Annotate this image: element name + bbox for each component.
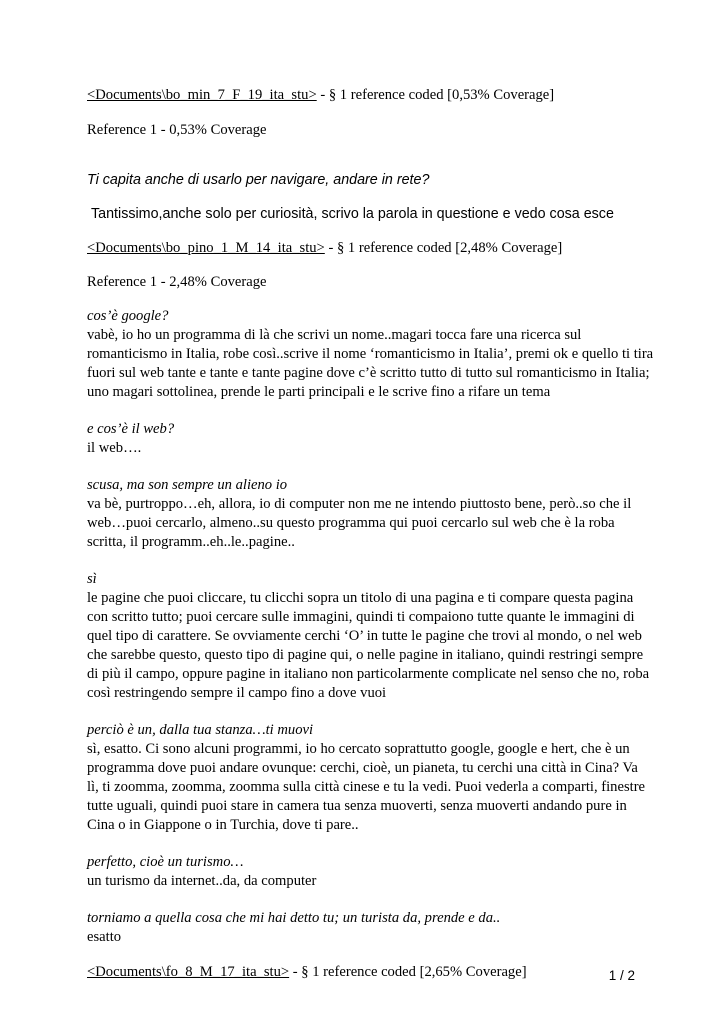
interview-block	[87, 307, 654, 982]
source-header-3	[87, 963, 647, 982]
qa-answer-line: Cina o in Giappone o in Turchia, dove ti pare..	[87, 817, 359, 833]
source-link-3[interactable]: <Documents\fo_8_M_17_ita_stu>	[87, 964, 290, 980]
qa-question: e cos’è il web?	[87, 421, 175, 437]
excerpt-1-question: Ti capita anche di usarlo per navigare, andare in rete?	[87, 172, 430, 188]
page-number: 1 / 2	[608, 968, 635, 983]
qa-question: perfetto, cioè un turismo…	[87, 854, 244, 870]
qa-answer-line: le pagine che puoi cliccare, tu clicchi sopra un titolo di una pagina e ti compare questa pagina	[87, 590, 634, 606]
excerpt-1-answer: Tantissimo,anche solo per curiosità, scrivo la parola in questione e vedo cosa esce	[91, 206, 614, 222]
qa-item	[87, 307, 654, 402]
qa-answer-line: un turismo da internet..da, da computer	[87, 873, 317, 889]
qa-answer-line: lì, ti zoomma, zoomma, zoomma sulla città cinese e tu la vedi. Puoi vederla a comparti, finestre	[87, 779, 646, 795]
qa-item	[87, 853, 647, 891]
qa-question: sì	[87, 571, 97, 587]
qa-answer-line: web…puoi cercarlo, almeno..su questo programma qui puoi cercarlo sul web che è la roba	[87, 515, 615, 531]
qa-answer-line: con scritto tutto; puoi cercare sulle immagini, quindi ti compaiono tutte quante le immagini di	[87, 609, 635, 625]
qa-question: cos’è google?	[87, 308, 169, 324]
qa-question: perciò è un, dalla tua stanza…ti muovi	[87, 722, 314, 738]
qa-answer-line: esatto	[87, 929, 122, 945]
source-link-1[interactable]: <Documents\bo_min_7_F_19_ita_stu>	[87, 87, 317, 103]
qa-answer-line: tutte uguali, quindi puoi stare in camera tua senza muoverti, senza muoverti andando pure in	[87, 798, 627, 814]
qa-question: scusa, ma son sempre un alieno io	[87, 477, 288, 493]
qa-item	[87, 570, 650, 703]
source-header-2	[87, 239, 562, 258]
qa-answer-line: sì, esatto. Ci sono alcuni programmi, io ho cercato soprattutto google, google e hert, che è un	[87, 741, 630, 757]
qa-answer-line: fuori sul web tante e tante e tante pagine dove c’è scritto tutto di tutto sul romanticismo in Italia;	[87, 365, 650, 381]
source-suffix-3: - § 1 reference coded [2,65% Coverage]	[289, 964, 527, 980]
qa-question: torniamo a quella cosa che mi hai detto tu; un turista da, prende e da..	[87, 910, 501, 926]
qa-answer-line: quel tipo di carattere. Se ovviamente cerchi ‘O’ in tutte le pagine che trovi al mondo, o nel web	[87, 628, 642, 644]
qa-item	[87, 721, 647, 835]
qa-item	[87, 909, 647, 947]
qa-answer-line: il web….	[87, 440, 142, 456]
source-header-1	[87, 86, 554, 105]
qa-answer-line: va bè, purtroppo…eh, allora, io di computer non me ne intendo piuttosto bene, però..so che il	[87, 496, 632, 512]
source-suffix-1: - § 1 reference coded [0,53% Coverage]	[316, 87, 555, 103]
qa-item	[87, 476, 647, 552]
qa-answer-line: di più il campo, oppure pagine in italiano non particolarmente complicate nel senso che no, roba	[87, 666, 650, 682]
qa-answer-line: uno magari sottolinea, prende le parti principali e le scrive fino a rifare un tema	[87, 384, 551, 400]
qa-item	[87, 420, 647, 458]
reference-label-2: Reference 1 - 2,48% Coverage	[87, 274, 267, 290]
qa-answer-line: così restringendo sempre il campo fino a dove vuoi	[87, 685, 387, 701]
qa-answer-line: romanticismo in Italia, robe così..scrive il nome ‘romanticismo in Italia’, premi ok e quello ti tira	[87, 346, 654, 362]
reference-label-1: Reference 1 - 0,53% Coverage	[87, 122, 267, 138]
qa-answer-line: scritta, il programm..eh..le..pagine..	[87, 534, 295, 550]
qa-answer-line: programma dove puoi andare ovunque: cerchi, cioè, un pianeta, tu cerchi una città in Cina? Va	[87, 760, 638, 776]
qa-answer-line: vabè, io ho un programma di là che scrivi un nome..magari tocca fare una ricerca sul	[87, 327, 582, 343]
qa-answer-line: che sarebbe questo, questo tipo di pagine qui, o nelle pagine in italiano, quindi restringi sempre	[87, 647, 644, 663]
source-suffix-2: - § 1 reference coded [2,48% Coverage]	[324, 240, 563, 256]
source-link-2[interactable]: <Documents\bo_pino_1_M_14_ita_stu>	[87, 240, 325, 256]
